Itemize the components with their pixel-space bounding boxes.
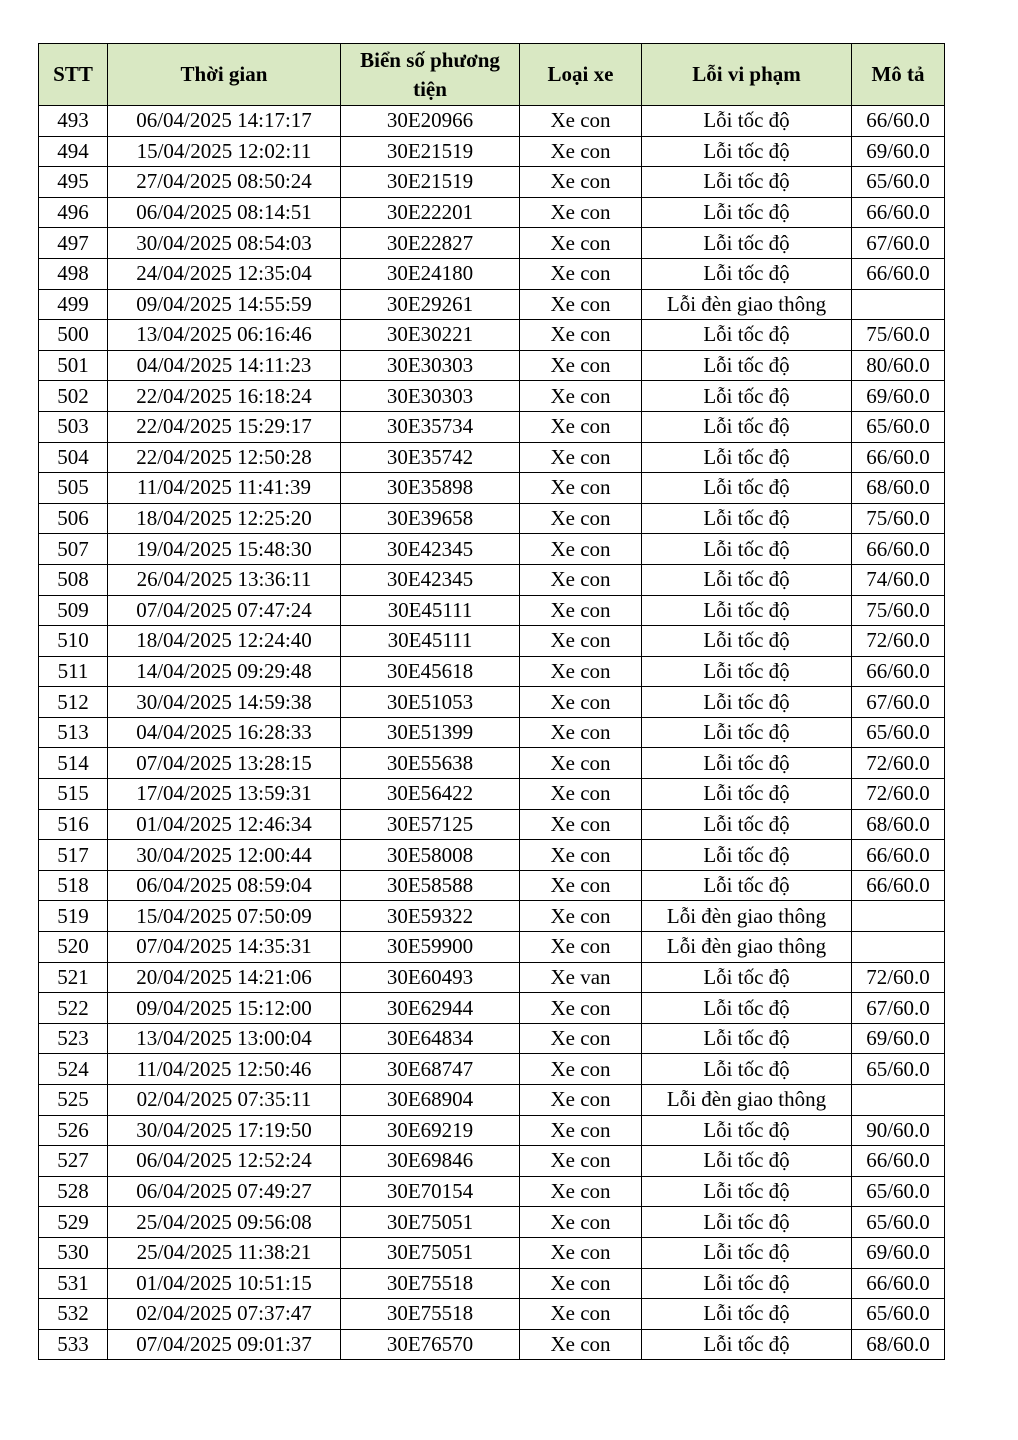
cell-violation: Lỗi tốc độ xyxy=(642,473,852,504)
cell-vehicle-type: Xe con xyxy=(520,901,642,932)
cell-description: 65/60.0 xyxy=(852,1299,945,1330)
cell-time: 30/04/2025 17:19:50 xyxy=(108,1115,341,1146)
cell-violation: Lỗi tốc độ xyxy=(642,1146,852,1177)
cell-description: 66/60.0 xyxy=(852,870,945,901)
cell-stt: 500 xyxy=(39,320,108,351)
table-row xyxy=(39,442,945,473)
table-row xyxy=(39,381,945,412)
cell-stt: 495 xyxy=(39,167,108,198)
cell-time: 06/04/2025 08:59:04 xyxy=(108,870,341,901)
cell-vehicle-type: Xe con xyxy=(520,993,642,1024)
cell-time: 19/04/2025 15:48:30 xyxy=(108,534,341,565)
table-row xyxy=(39,1115,945,1146)
cell-violation: Lỗi tốc độ xyxy=(642,1023,852,1054)
table-row xyxy=(39,167,945,198)
cell-violation: Lỗi tốc độ xyxy=(642,167,852,198)
cell-violation: Lỗi đèn giao thông xyxy=(642,289,852,320)
cell-description: 72/60.0 xyxy=(852,962,945,993)
cell-time: 06/04/2025 07:49:27 xyxy=(108,1176,341,1207)
cell-violation: Lỗi tốc độ xyxy=(642,136,852,167)
cell-stt: 511 xyxy=(39,656,108,687)
cell-description: 68/60.0 xyxy=(852,809,945,840)
table-row xyxy=(39,136,945,167)
cell-violation: Lỗi tốc độ xyxy=(642,779,852,810)
table-row xyxy=(39,840,945,871)
cell-stt: 529 xyxy=(39,1207,108,1238)
cell-vehicle-type: Xe con xyxy=(520,534,642,565)
cell-plate: 30E45111 xyxy=(341,626,520,657)
cell-violation: Lỗi đèn giao thông xyxy=(642,901,852,932)
cell-plate: 30E58008 xyxy=(341,840,520,871)
cell-violation: Lỗi tốc độ xyxy=(642,687,852,718)
cell-violation: Lỗi tốc độ xyxy=(642,595,852,626)
cell-plate: 30E30303 xyxy=(341,350,520,381)
header-row xyxy=(39,44,945,106)
cell-description: 66/60.0 xyxy=(852,656,945,687)
cell-description: 69/60.0 xyxy=(852,1237,945,1268)
table-row xyxy=(39,289,945,320)
cell-time: 02/04/2025 07:37:47 xyxy=(108,1299,341,1330)
cell-stt: 508 xyxy=(39,564,108,595)
cell-stt: 519 xyxy=(39,901,108,932)
table-row xyxy=(39,993,945,1024)
cell-stt: 503 xyxy=(39,411,108,442)
cell-stt: 531 xyxy=(39,1268,108,1299)
cell-vehicle-type: Xe con xyxy=(520,1085,642,1116)
cell-stt: 512 xyxy=(39,687,108,718)
cell-time: 27/04/2025 08:50:24 xyxy=(108,167,341,198)
cell-plate: 30E68747 xyxy=(341,1054,520,1085)
cell-plate: 30E60493 xyxy=(341,962,520,993)
cell-description: 69/60.0 xyxy=(852,1023,945,1054)
cell-vehicle-type: Xe con xyxy=(520,289,642,320)
cell-time: 13/04/2025 13:00:04 xyxy=(108,1023,341,1054)
cell-violation: Lỗi tốc độ xyxy=(642,228,852,259)
cell-description: 72/60.0 xyxy=(852,748,945,779)
table-row xyxy=(39,1299,945,1330)
cell-description: 65/60.0 xyxy=(852,1054,945,1085)
cell-vehicle-type: Xe con xyxy=(520,656,642,687)
cell-description: 65/60.0 xyxy=(852,167,945,198)
table-row xyxy=(39,779,945,810)
cell-vehicle-type: Xe con xyxy=(520,809,642,840)
cell-vehicle-type: Xe con xyxy=(520,442,642,473)
cell-vehicle-type: Xe con xyxy=(520,748,642,779)
table-row xyxy=(39,717,945,748)
cell-vehicle-type: Xe con xyxy=(520,136,642,167)
cell-violation: Lỗi tốc độ xyxy=(642,1329,852,1360)
header-violation: Lỗi vi phạm xyxy=(642,44,852,106)
cell-plate: 30E70154 xyxy=(341,1176,520,1207)
cell-plate: 30E42345 xyxy=(341,534,520,565)
cell-time: 02/04/2025 07:35:11 xyxy=(108,1085,341,1116)
cell-vehicle-type: Xe con xyxy=(520,595,642,626)
header-time: Thời gian xyxy=(108,44,341,106)
cell-plate: 30E75051 xyxy=(341,1207,520,1238)
cell-violation: Lỗi tốc độ xyxy=(642,197,852,228)
cell-violation: Lỗi tốc độ xyxy=(642,840,852,871)
table-row xyxy=(39,411,945,442)
cell-plate: 30E45111 xyxy=(341,595,520,626)
cell-violation: Lỗi tốc độ xyxy=(642,1237,852,1268)
cell-plate: 30E35898 xyxy=(341,473,520,504)
cell-plate: 30E30303 xyxy=(341,381,520,412)
cell-plate: 30E69219 xyxy=(341,1115,520,1146)
cell-description: 65/60.0 xyxy=(852,717,945,748)
table-row xyxy=(39,962,945,993)
cell-violation: Lỗi tốc độ xyxy=(642,258,852,289)
cell-time: 09/04/2025 15:12:00 xyxy=(108,993,341,1024)
cell-plate: 30E76570 xyxy=(341,1329,520,1360)
cell-stt: 507 xyxy=(39,534,108,565)
cell-time: 11/04/2025 12:50:46 xyxy=(108,1054,341,1085)
cell-time: 22/04/2025 15:29:17 xyxy=(108,411,341,442)
table-row xyxy=(39,258,945,289)
cell-time: 18/04/2025 12:25:20 xyxy=(108,503,341,534)
cell-description xyxy=(852,289,945,320)
cell-vehicle-type: Xe con xyxy=(520,717,642,748)
cell-vehicle-type: Xe con xyxy=(520,1207,642,1238)
cell-plate: 30E51399 xyxy=(341,717,520,748)
cell-description: 66/60.0 xyxy=(852,258,945,289)
cell-stt: 501 xyxy=(39,350,108,381)
cell-description: 69/60.0 xyxy=(852,136,945,167)
cell-time: 06/04/2025 14:17:17 xyxy=(108,106,341,137)
cell-time: 07/04/2025 14:35:31 xyxy=(108,932,341,963)
cell-stt: 515 xyxy=(39,779,108,810)
cell-stt: 525 xyxy=(39,1085,108,1116)
cell-plate: 30E22201 xyxy=(341,197,520,228)
cell-plate: 30E57125 xyxy=(341,809,520,840)
table-body xyxy=(39,106,945,1360)
cell-stt: 527 xyxy=(39,1146,108,1177)
cell-description: 66/60.0 xyxy=(852,106,945,137)
cell-vehicle-type: Xe con xyxy=(520,1237,642,1268)
cell-description xyxy=(852,901,945,932)
cell-description: 67/60.0 xyxy=(852,687,945,718)
cell-violation: Lỗi tốc độ xyxy=(642,748,852,779)
cell-violation: Lỗi đèn giao thông xyxy=(642,1085,852,1116)
table-row xyxy=(39,1268,945,1299)
cell-plate: 30E75518 xyxy=(341,1268,520,1299)
cell-violation: Lỗi tốc độ xyxy=(642,411,852,442)
cell-vehicle-type: Xe con xyxy=(520,779,642,810)
table-row xyxy=(39,687,945,718)
header-plate: Biển số phương tiện xyxy=(341,44,520,106)
cell-stt: 533 xyxy=(39,1329,108,1360)
table-row xyxy=(39,1176,945,1207)
cell-plate: 30E64834 xyxy=(341,1023,520,1054)
cell-violation: Lỗi tốc độ xyxy=(642,1268,852,1299)
cell-plate: 30E20966 xyxy=(341,106,520,137)
cell-description: 75/60.0 xyxy=(852,320,945,351)
table-row xyxy=(39,748,945,779)
cell-plate: 30E24180 xyxy=(341,258,520,289)
table-row xyxy=(39,197,945,228)
cell-stt: 496 xyxy=(39,197,108,228)
cell-plate: 30E35742 xyxy=(341,442,520,473)
cell-time: 07/04/2025 07:47:24 xyxy=(108,595,341,626)
cell-description: 74/60.0 xyxy=(852,564,945,595)
cell-stt: 517 xyxy=(39,840,108,871)
cell-plate: 30E75518 xyxy=(341,1299,520,1330)
cell-time: 07/04/2025 09:01:37 xyxy=(108,1329,341,1360)
cell-plate: 30E45618 xyxy=(341,656,520,687)
cell-stt: 510 xyxy=(39,626,108,657)
cell-stt: 504 xyxy=(39,442,108,473)
cell-vehicle-type: Xe con xyxy=(520,503,642,534)
table-row xyxy=(39,350,945,381)
cell-plate: 30E22827 xyxy=(341,228,520,259)
cell-violation: Lỗi tốc độ xyxy=(642,870,852,901)
cell-vehicle-type: Xe con xyxy=(520,381,642,412)
table-row xyxy=(39,228,945,259)
cell-vehicle-type: Xe con xyxy=(520,1115,642,1146)
table-row xyxy=(39,870,945,901)
table-row xyxy=(39,1237,945,1268)
table-row xyxy=(39,106,945,137)
cell-description xyxy=(852,1085,945,1116)
cell-vehicle-type: Xe con xyxy=(520,687,642,718)
table-row xyxy=(39,534,945,565)
cell-stt: 521 xyxy=(39,962,108,993)
cell-vehicle-type: Xe con xyxy=(520,870,642,901)
cell-violation: Lỗi tốc độ xyxy=(642,1299,852,1330)
table-row xyxy=(39,901,945,932)
cell-vehicle-type: Xe con xyxy=(520,1299,642,1330)
cell-time: 06/04/2025 12:52:24 xyxy=(108,1146,341,1177)
header-stt: STT xyxy=(39,44,108,106)
cell-vehicle-type: Xe con xyxy=(520,1268,642,1299)
cell-stt: 514 xyxy=(39,748,108,779)
cell-plate: 30E30221 xyxy=(341,320,520,351)
cell-stt: 520 xyxy=(39,932,108,963)
cell-plate: 30E62944 xyxy=(341,993,520,1024)
cell-time: 07/04/2025 13:28:15 xyxy=(108,748,341,779)
cell-vehicle-type: Xe con xyxy=(520,1176,642,1207)
table-row xyxy=(39,1023,945,1054)
table-row xyxy=(39,503,945,534)
cell-vehicle-type: Xe con xyxy=(520,258,642,289)
cell-plate: 30E58588 xyxy=(341,870,520,901)
cell-violation: Lỗi tốc độ xyxy=(642,962,852,993)
cell-stt: 494 xyxy=(39,136,108,167)
cell-time: 11/04/2025 11:41:39 xyxy=(108,473,341,504)
cell-description: 80/60.0 xyxy=(852,350,945,381)
table-row xyxy=(39,564,945,595)
cell-vehicle-type: Xe con xyxy=(520,197,642,228)
cell-time: 06/04/2025 08:14:51 xyxy=(108,197,341,228)
cell-time: 24/04/2025 12:35:04 xyxy=(108,258,341,289)
cell-time: 15/04/2025 07:50:09 xyxy=(108,901,341,932)
cell-stt: 499 xyxy=(39,289,108,320)
cell-time: 22/04/2025 16:18:24 xyxy=(108,381,341,412)
cell-violation: Lỗi tốc độ xyxy=(642,534,852,565)
cell-time: 04/04/2025 16:28:33 xyxy=(108,717,341,748)
cell-time: 14/04/2025 09:29:48 xyxy=(108,656,341,687)
cell-vehicle-type: Xe con xyxy=(520,473,642,504)
cell-stt: 522 xyxy=(39,993,108,1024)
table-row xyxy=(39,1085,945,1116)
cell-description: 68/60.0 xyxy=(852,1329,945,1360)
cell-plate: 30E21519 xyxy=(341,136,520,167)
cell-description: 72/60.0 xyxy=(852,626,945,657)
cell-vehicle-type: Xe con xyxy=(520,1329,642,1360)
cell-time: 17/04/2025 13:59:31 xyxy=(108,779,341,810)
cell-vehicle-type: Xe con xyxy=(520,1146,642,1177)
cell-violation: Lỗi tốc độ xyxy=(642,656,852,687)
cell-violation: Lỗi tốc độ xyxy=(642,442,852,473)
cell-violation: Lỗi tốc độ xyxy=(642,993,852,1024)
cell-vehicle-type: Xe con xyxy=(520,840,642,871)
cell-time: 30/04/2025 08:54:03 xyxy=(108,228,341,259)
header-vehicle-type: Loại xe xyxy=(520,44,642,106)
cell-time: 25/04/2025 09:56:08 xyxy=(108,1207,341,1238)
cell-vehicle-type: Xe con xyxy=(520,1054,642,1085)
cell-description: 65/60.0 xyxy=(852,1207,945,1238)
cell-description: 66/60.0 xyxy=(852,1268,945,1299)
cell-description: 67/60.0 xyxy=(852,228,945,259)
cell-description: 67/60.0 xyxy=(852,993,945,1024)
cell-description: 66/60.0 xyxy=(852,197,945,228)
table-row xyxy=(39,473,945,504)
cell-violation: Lỗi tốc độ xyxy=(642,564,852,595)
cell-time: 22/04/2025 12:50:28 xyxy=(108,442,341,473)
cell-stt: 506 xyxy=(39,503,108,534)
cell-description: 65/60.0 xyxy=(852,411,945,442)
cell-violation: Lỗi tốc độ xyxy=(642,1207,852,1238)
table-row xyxy=(39,656,945,687)
cell-description: 66/60.0 xyxy=(852,840,945,871)
violations-table xyxy=(38,43,945,1360)
cell-description: 68/60.0 xyxy=(852,473,945,504)
cell-time: 26/04/2025 13:36:11 xyxy=(108,564,341,595)
cell-stt: 498 xyxy=(39,258,108,289)
cell-violation: Lỗi tốc độ xyxy=(642,809,852,840)
cell-stt: 526 xyxy=(39,1115,108,1146)
cell-time: 20/04/2025 14:21:06 xyxy=(108,962,341,993)
table-row xyxy=(39,320,945,351)
table-row xyxy=(39,595,945,626)
cell-stt: 523 xyxy=(39,1023,108,1054)
cell-plate: 30E69846 xyxy=(341,1146,520,1177)
cell-vehicle-type: Xe con xyxy=(520,626,642,657)
cell-time: 30/04/2025 12:00:44 xyxy=(108,840,341,871)
cell-stt: 505 xyxy=(39,473,108,504)
cell-violation: Lỗi tốc độ xyxy=(642,106,852,137)
cell-stt: 516 xyxy=(39,809,108,840)
cell-time: 13/04/2025 06:16:46 xyxy=(108,320,341,351)
cell-violation: Lỗi tốc độ xyxy=(642,1115,852,1146)
cell-description: 66/60.0 xyxy=(852,534,945,565)
cell-plate: 30E55638 xyxy=(341,748,520,779)
cell-description: 72/60.0 xyxy=(852,779,945,810)
cell-time: 25/04/2025 11:38:21 xyxy=(108,1237,341,1268)
cell-description: 69/60.0 xyxy=(852,381,945,412)
cell-plate: 30E68904 xyxy=(341,1085,520,1116)
cell-time: 09/04/2025 14:55:59 xyxy=(108,289,341,320)
cell-stt: 524 xyxy=(39,1054,108,1085)
cell-violation: Lỗi tốc độ xyxy=(642,1054,852,1085)
cell-vehicle-type: Xe con xyxy=(520,228,642,259)
cell-time: 15/04/2025 12:02:11 xyxy=(108,136,341,167)
cell-plate: 30E42345 xyxy=(341,564,520,595)
cell-stt: 509 xyxy=(39,595,108,626)
table-row xyxy=(39,1146,945,1177)
cell-description: 66/60.0 xyxy=(852,1146,945,1177)
cell-stt: 493 xyxy=(39,106,108,137)
cell-violation: Lỗi tốc độ xyxy=(642,320,852,351)
cell-time: 01/04/2025 10:51:15 xyxy=(108,1268,341,1299)
cell-vehicle-type: Xe con xyxy=(520,1023,642,1054)
cell-violation: Lỗi tốc độ xyxy=(642,626,852,657)
cell-stt: 532 xyxy=(39,1299,108,1330)
cell-plate: 30E56422 xyxy=(341,779,520,810)
cell-violation: Lỗi tốc độ xyxy=(642,1176,852,1207)
cell-vehicle-type: Xe con xyxy=(520,106,642,137)
cell-description: 75/60.0 xyxy=(852,503,945,534)
table-row xyxy=(39,1054,945,1085)
table-row xyxy=(39,809,945,840)
cell-description: 66/60.0 xyxy=(852,442,945,473)
cell-violation: Lỗi tốc độ xyxy=(642,717,852,748)
cell-time: 01/04/2025 12:46:34 xyxy=(108,809,341,840)
cell-time: 30/04/2025 14:59:38 xyxy=(108,687,341,718)
cell-stt: 528 xyxy=(39,1176,108,1207)
cell-vehicle-type: Xe con xyxy=(520,167,642,198)
cell-vehicle-type: Xe con xyxy=(520,320,642,351)
table-row xyxy=(39,1329,945,1360)
cell-plate: 30E21519 xyxy=(341,167,520,198)
table-row xyxy=(39,626,945,657)
cell-violation: Lỗi đèn giao thông xyxy=(642,932,852,963)
cell-plate: 30E35734 xyxy=(341,411,520,442)
cell-violation: Lỗi tốc độ xyxy=(642,503,852,534)
cell-plate: 30E75051 xyxy=(341,1237,520,1268)
cell-stt: 530 xyxy=(39,1237,108,1268)
table-row xyxy=(39,932,945,963)
cell-plate: 30E59900 xyxy=(341,932,520,963)
cell-violation: Lỗi tốc độ xyxy=(642,381,852,412)
cell-vehicle-type: Xe con xyxy=(520,350,642,381)
cell-stt: 497 xyxy=(39,228,108,259)
cell-description: 90/60.0 xyxy=(852,1115,945,1146)
cell-description: 65/60.0 xyxy=(852,1176,945,1207)
cell-description: 75/60.0 xyxy=(852,595,945,626)
cell-vehicle-type: Xe con xyxy=(520,411,642,442)
cell-vehicle-type: Xe van xyxy=(520,962,642,993)
cell-plate: 30E29261 xyxy=(341,289,520,320)
cell-plate: 30E59322 xyxy=(341,901,520,932)
cell-description xyxy=(852,932,945,963)
cell-vehicle-type: Xe con xyxy=(520,564,642,595)
cell-stt: 502 xyxy=(39,381,108,412)
cell-stt: 513 xyxy=(39,717,108,748)
header-description: Mô tả xyxy=(852,44,945,106)
cell-vehicle-type: Xe con xyxy=(520,932,642,963)
cell-time: 18/04/2025 12:24:40 xyxy=(108,626,341,657)
cell-stt: 518 xyxy=(39,870,108,901)
cell-time: 04/04/2025 14:11:23 xyxy=(108,350,341,381)
table-row xyxy=(39,1207,945,1238)
cell-plate: 30E39658 xyxy=(341,503,520,534)
cell-plate: 30E51053 xyxy=(341,687,520,718)
cell-violation: Lỗi tốc độ xyxy=(642,350,852,381)
